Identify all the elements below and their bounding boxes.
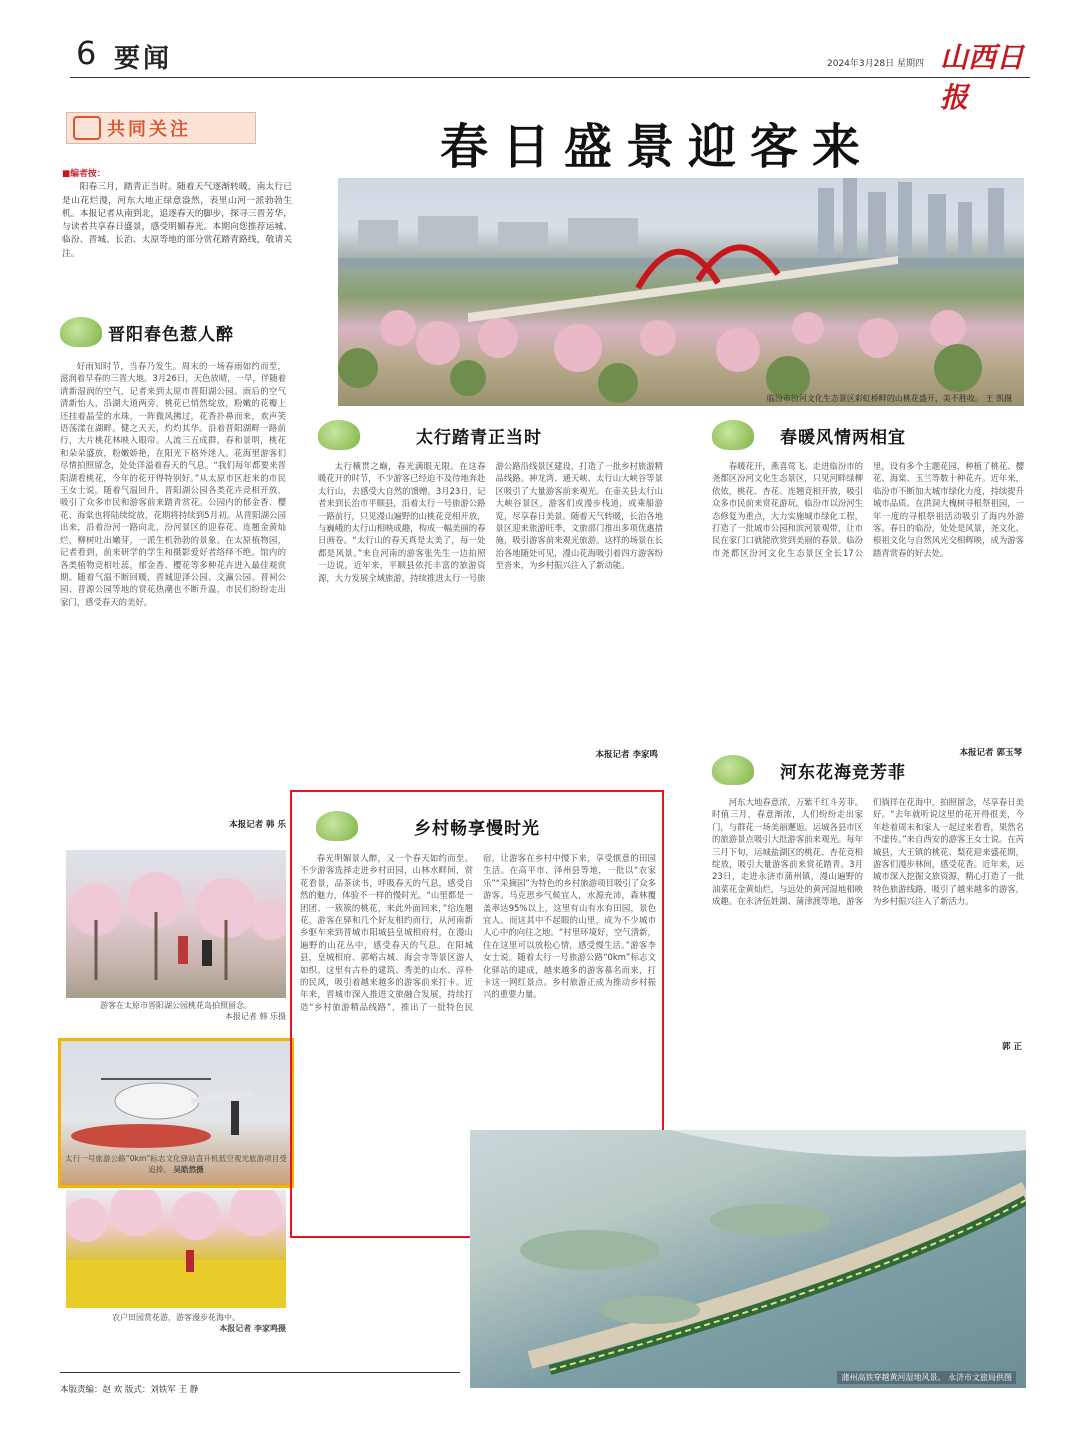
article-1-body: 好雨知时节，当春乃发生。周末的一场春雨如约而至，滋润着早春的三晋大地。3月26日，天色放晴，一早，伴随着清新湿润的空气，记者来到太原市晋阳湖公园。雨后的空气清新怡人，沿湖大道两旁，桃花已悄然绽放，粉嫩的花瓣上还挂着晶莹的水珠，一阵微风拂过，花香扑鼻而来，欢声笑语荡漾在湖畔。健之天天，灼灼其华。沿着晋阳湖畔一路前行，大片桃花林映入眼帘。人流三五成群，春和景明，桃花和朵朵盛放，粉嫩娇艳，在阳光下格外迷人。花海里游客们尽情拍照留念，处处洋溢着春天的气息。“我们每年都要来晋阳湖看桃花，今年的花开得特别好。”从太原市区赶来的市民王女士说。随着气温回升，晋阳湖公园各类花卉竞相开放，吸引了众多市民和游客前来踏青赏花。公园内的郁金香、樱花、海棠也将陆续绽放，花期将持续到5月初。从晋阳湖公园出来，沿着汾河一路向北，汾河景区的迎春花、连翘金黄灿烂，柳树吐出嫩芽，一派生机勃勃的景象。在太原植物园，记者看到，前来研学的学生和摄影爱好者络绎不绝。馆内的各类植物竞相吐蕊，郁金香、樱花等多种花卉进入最佳观赏期。随着气温不断回暖，晋城迎泽公园、文瀛公园、晋祠公园、晋源公园等地的赏花热潮也不断升温，市民们纷纷走出家门，感受春天的美好。 xyxy=(60,361,286,607)
left-photo-peach-park xyxy=(66,850,286,998)
feature-tag xyxy=(66,112,256,144)
tag-icon xyxy=(73,116,101,140)
leaf-icon xyxy=(316,811,358,841)
article-1-title: 晋阳春色惹人醉 xyxy=(108,324,234,345)
left-photo-1-caption: 游客在太原市晋阳湖公园桃花岛拍照留念。 本报记者 韩 乐摄 xyxy=(100,1001,286,1021)
feature-tag-label: 共同关注 xyxy=(107,119,191,140)
section-name: 要闻 xyxy=(114,44,173,74)
article-2-byline: 本报记者 李家鸣 xyxy=(595,750,658,760)
article-1-heading xyxy=(60,312,234,352)
left-photo-canola xyxy=(66,1190,286,1308)
editor-note xyxy=(62,168,292,280)
left-photo-3-caption: 农户田园赏花游，游客漫步花海中。 本报记者 李家鸣摄 xyxy=(112,1313,286,1333)
page-footer xyxy=(60,1372,460,1396)
train-wetland-scene xyxy=(470,1130,1026,1388)
bottom-photo-train xyxy=(470,1130,1026,1388)
issue-date: 2024年3月28日 星期四 xyxy=(827,59,924,69)
left-photo-helicopter[interactable] xyxy=(58,1038,294,1188)
peach-park-scene xyxy=(66,850,286,998)
leaf-icon xyxy=(712,420,754,450)
article-5-byline: 郭 正 xyxy=(1002,1042,1022,1052)
article-2-title: 太行踏青正当时 xyxy=(416,427,542,448)
bottom-photo-caption: 蒲州高铁穿越黄河湿地风景。 永济市文旅局供图 xyxy=(837,1371,1016,1384)
page-headline: 春日盛景迎客来 xyxy=(440,119,875,175)
article-4-body: 春暖花开，燕喜莺飞。走进临汾市的尧都区汾河文化生态景区，只见河畔绿柳依依，桃花、杏花、连翘竞相开放，吸引众多市民前来赏花游玩。临汾市以汾河生态修复为重点，大力实施城市绿化工程，打造了一批城市公园和滨河景观带，让市民在家门口就能欣赏到美丽的春景。临汾市尧都区汾河文化生态景区全长17公里，设有多个主题花园，种植了桃花、樱花、海棠、玉兰等数十种花卉。近年来，临汾市不断加大城市绿化力度，持续提升城市品质。在洪洞大槐树寻根祭祖园，一年一度的寻根祭祖活动吸引了海内外游客。春日的临汾，处处是风景，尧文化、根祖文化与自然风光交相辉映，成为游客踏青赏春的好去处。 xyxy=(712,461,1024,558)
footer-credits: 本版责编：赵 欢 版式：刘铁军 王 静 xyxy=(60,1385,199,1395)
article-3-title: 乡村畅享慢时光 xyxy=(414,818,540,839)
article-2-heading xyxy=(318,415,542,455)
newspaper-logo: 山西日报 xyxy=(940,41,1025,114)
article-4-title: 春暖风情两相宜 xyxy=(780,427,906,448)
article-4-heading xyxy=(712,415,906,455)
leaf-icon xyxy=(318,420,360,450)
main-photo-bridge xyxy=(338,178,1024,406)
article-4-byline: 本报记者 郭玉琴 xyxy=(959,748,1022,758)
article-5-title: 河东花海竞芳菲 xyxy=(780,762,906,783)
leaf-icon xyxy=(60,317,102,347)
main-photo-scene xyxy=(338,178,1024,406)
article-2-body: 太行横贯之巅，春光满眼无限。在这春暖花开的时节，不少游客已经迫不及待地奔赴太行山，去感受大自然的馈赠。3月23日，记者来到长治市平顺县，沿着太行一号旅游公路一路前行，只见漫山遍野的山桃花竞相开放，与巍峨的太行山相映成趣，构成一幅美丽的春日画卷。“太行山的春天真是太美了，每一处都是风景。”来自河南的游客张先生一边拍照一边说。近年来，平顺县依托丰富的旅游资源，大力发展全域旅游，持续推进太行一号旅游公路沿线景区建设，打造了一批乡村旅游精品线路。神龙湾、通天峡、太行山大峡谷等景区吸引了大量游客前来观光。在壶关县太行山大峡谷景区，游客们或漫步栈道，或乘船游览，尽享春日美景。随着天气转暖，长治各地景区迎来旅游旺季，文旅部门推出多项优惠措施，吸引游客前来观光旅游。这样的场景在长治各地随处可见，漫山花海吸引着四方游客纷至沓来，为乡村振兴注入了新动能。 xyxy=(318,461,663,583)
article-5-body: 河东大地春意浓，万紫千红斗芳菲。时值三月，春意渐浓，人们纷纷走出家门，与群花一场美丽邂逅。运城各县市区的旅游景点吸引大批游客前来观光。每年三月下旬，运城盐湖区的桃花、杏花竞相绽放，吸引大量游客前来赏花踏青。3月23日，走进永济市蒲州镇，漫山遍野的油菜花金黄灿烂，与远处的黄河湿地相映成趣。在永济伍姓湖、蒲津渡等地，游客们徜徉在花海中，拍照留念，尽享春日美好。“去年就听说这里的花开得很美，今年趁着周末和家人一起过来看看，果然名不虚传。”来自西安的游客王女士说。在芮城县，大王镇的桃花、梨花迎来盛花期，游客们漫步林间，感受花香。近年来，运城市深入挖掘文旅资源，精心打造了一批特色旅游线路，吸引了越来越多的游客，为乡村振兴注入了新活力。 xyxy=(712,797,1024,907)
canola-scene xyxy=(66,1190,286,1308)
editor-note-text: 阳春三月，踏青正当时。随着天气逐渐转暖，南太行已是山花烂漫，河东大地正绿意盎然，表里山河一派勃勃生机。本报记者从南到北，追逐春天的脚步，探寻三晋芳华，与读者共享春日盛景，感受明媚春光。本期向您推荐运城、临汾、晋城、长治、太原等地的部分赏花踏青路线，敬请关注。 xyxy=(62,182,292,259)
helicopter-scene xyxy=(61,1041,293,1149)
leaf-icon xyxy=(712,755,754,785)
page-header xyxy=(70,30,1030,114)
article-3-heading xyxy=(316,806,540,846)
article-1-byline: 本报记者 韩 乐 xyxy=(229,820,286,830)
editor-note-label: ■编者按： xyxy=(62,169,106,179)
article-5-heading xyxy=(712,750,906,790)
page-number: 6 xyxy=(76,34,97,72)
left-photo-2-caption: 太行一号旅游公路“0km”标志文化驿站直升机低空观光旅游项目受追捧。 吴皓然摄 xyxy=(65,1154,287,1174)
main-photo-caption: 临汾市汾河文化生态景区彩虹桥畔的山桃花盛开，美不胜收。 王 凯摄 xyxy=(766,394,1012,403)
article-3-body: 春光明媚景人醉，又一个春天如约而至。不少游客选择走进乡村田园，山林水畔间，赏花看景，品茶读书，呼吸春天的气息，感受自然的魅力，体验不一样的慢时光。“山里都是一团团、一簇簇的桃花，来此外面回来，”给连翘花，游客在驿和几个好友相约而行，从河南新乡驱车来到晋城市阳城县皇城相府村，在漫山遍野的山花丛中，感受春天的气息。在阳城县，皇城相府、郭峪古城、海会寺等景区游人如织。这里有古朴的建筑、秀美的山水、淳朴的民风，吸引着越来越多的游客前来打卡。近年来，晋城市深入推进文旅融合发展，持续打造“乡村旅游精品线路”，推出了一批特色民宿，让游客在乡村中慢下来，享受惬意的田园生活。在高平市、泽州县等地，一批以“农家乐”“采摘园”为特色的乡村旅游项目吸引了众多游客。马克思乡气候宜人，水源充沛，森林覆盖率达95%以上，这里有山有水有田园，景色宜人。而这其中不起眼的山里，成为不少城市人心中的向往之地。“村里环境好，空气清新，住在这里可以放松心情，感受慢生活。”游客李女士说。随着太行一号旅游公路“0km”标志文化驿站的建成，越来越多的游客慕名而来，打卡这一网红景点。乡村旅游正成为推动乡村振兴的重要力量。 xyxy=(300,853,656,1012)
